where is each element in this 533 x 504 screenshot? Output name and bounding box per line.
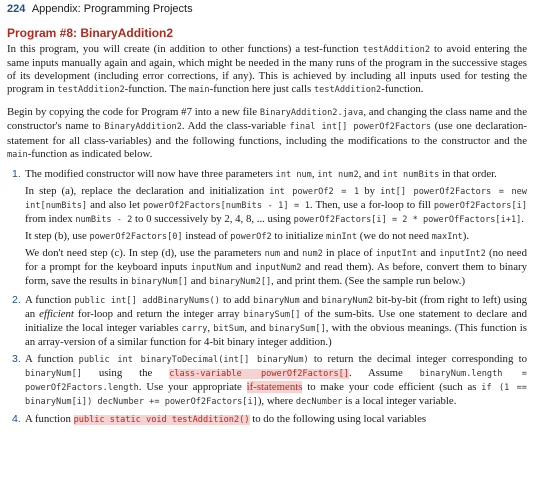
task-number: 2.: [12, 293, 21, 306]
task-paragraph: A function public int[] addBinaryNums() to add binaryNum and binaryNum2 bit-by-bit (from right to left) using an efficient for-loop and return the integer array binarySum[] of the sum-bits. Use one statement to declare and initialize the local integer variables carry, bitSum, and binarySum[], with the obvious meanings. (This function is an array-version of a similar function for 4-bit binary integer addition.): [25, 293, 528, 348]
task-item-4: [7, 413, 527, 427]
intro-paragraph-1: In this program, you will create (in addition to other functions) a test-function testAddition2 to avoid entering the same inputs manually again and again, which might be needed in the many runs of the program in the successive stages of its development (including error corrections, if any). This is achieved by including all inputs used for testing the program in testAddition2-function. The main-function here just calls testAddition2-function.: [7, 43, 527, 96]
running-head: [7, 2, 193, 17]
task-list: [7, 168, 527, 428]
highlighted-class-variable: class-variable powerOf2Factors[]: [169, 368, 349, 379]
task-paragraph: It step (b), use powerOf2Factors[0] instead of powerOf2 to initialize minInt (we do not need maxInt).: [25, 230, 470, 243]
task-item-1: [7, 168, 527, 290]
intro-paragraph-2: Begin by copying the code for Program #7 into a new file BinaryAddition2.java, and changing the class name and the constructor's name to BinaryAddition2. Add the class-variable final int[] powerOf2Factors (use one declaration-statement for all class-variables) and the following functions, including the modifications to the constructor and the main-function as indicated below.: [7, 106, 527, 160]
task-number: 3.: [12, 352, 21, 365]
task-paragraph: We don't need step (c). In step (d), use the parameters num and num2 in place of inputInt and inputInt2 (no need for a prompt for the keyboard inputs inputNum and inputNum2 and read them). As before, convert them to binary form, save the results in binaryNum[] and binaryNum2[], and print them. (See the sample run below.): [25, 247, 527, 288]
program-title: Program #8: BinaryAddition2: [7, 26, 174, 40]
task-number: 1.: [12, 167, 21, 180]
task-paragraph: A function public int binaryToDecimal(int[] binaryNum) to return the decimal integer corresponding to binaryNum[] using the class-variable powerOf2Factors[]. Assume binaryNum.length = powerOf2Factors.length. Use your appropriate if-statements to make your code efficient (such as if (1 == binaryNum[i]) decNumber += powerOf2Factors[i]), where decNumber is a local integer variable.: [25, 352, 527, 408]
highlighted-if-statements: if-statements: [246, 381, 303, 394]
task-paragraph: A function public static void testAddition2() to do the following using local variables: [25, 413, 427, 426]
page-number: 224: [7, 3, 26, 15]
code-test-addition2: testAddition2: [362, 45, 431, 55]
task-item-3: [7, 353, 527, 409]
section-title: Appendix: Programming Projects: [31, 3, 193, 15]
task-paragraph: In step (a), replace the declaration and initialization int powerOf2 = 1 by int[] powerOf2Factors = new int[numBits] and also let powerOf2Factors[numBits - 1] = 1. Then, use a for-loop to fill powerOf2Factors[i] from index numBits - 2 to 0 successively by 2, 4, 8, ... using powerOf2Factors[i] = 2 * powerOfFactors[i+1].: [25, 184, 527, 226]
body-text: [7, 43, 527, 427]
task-number: 4.: [12, 413, 21, 426]
task-paragraph: The modified constructor will now have three parameters int num, int num2, and int numBits in that order.: [25, 167, 497, 180]
task-item-2: [7, 294, 527, 349]
highlighted-test-function: public static void testAddition2(): [73, 415, 250, 426]
